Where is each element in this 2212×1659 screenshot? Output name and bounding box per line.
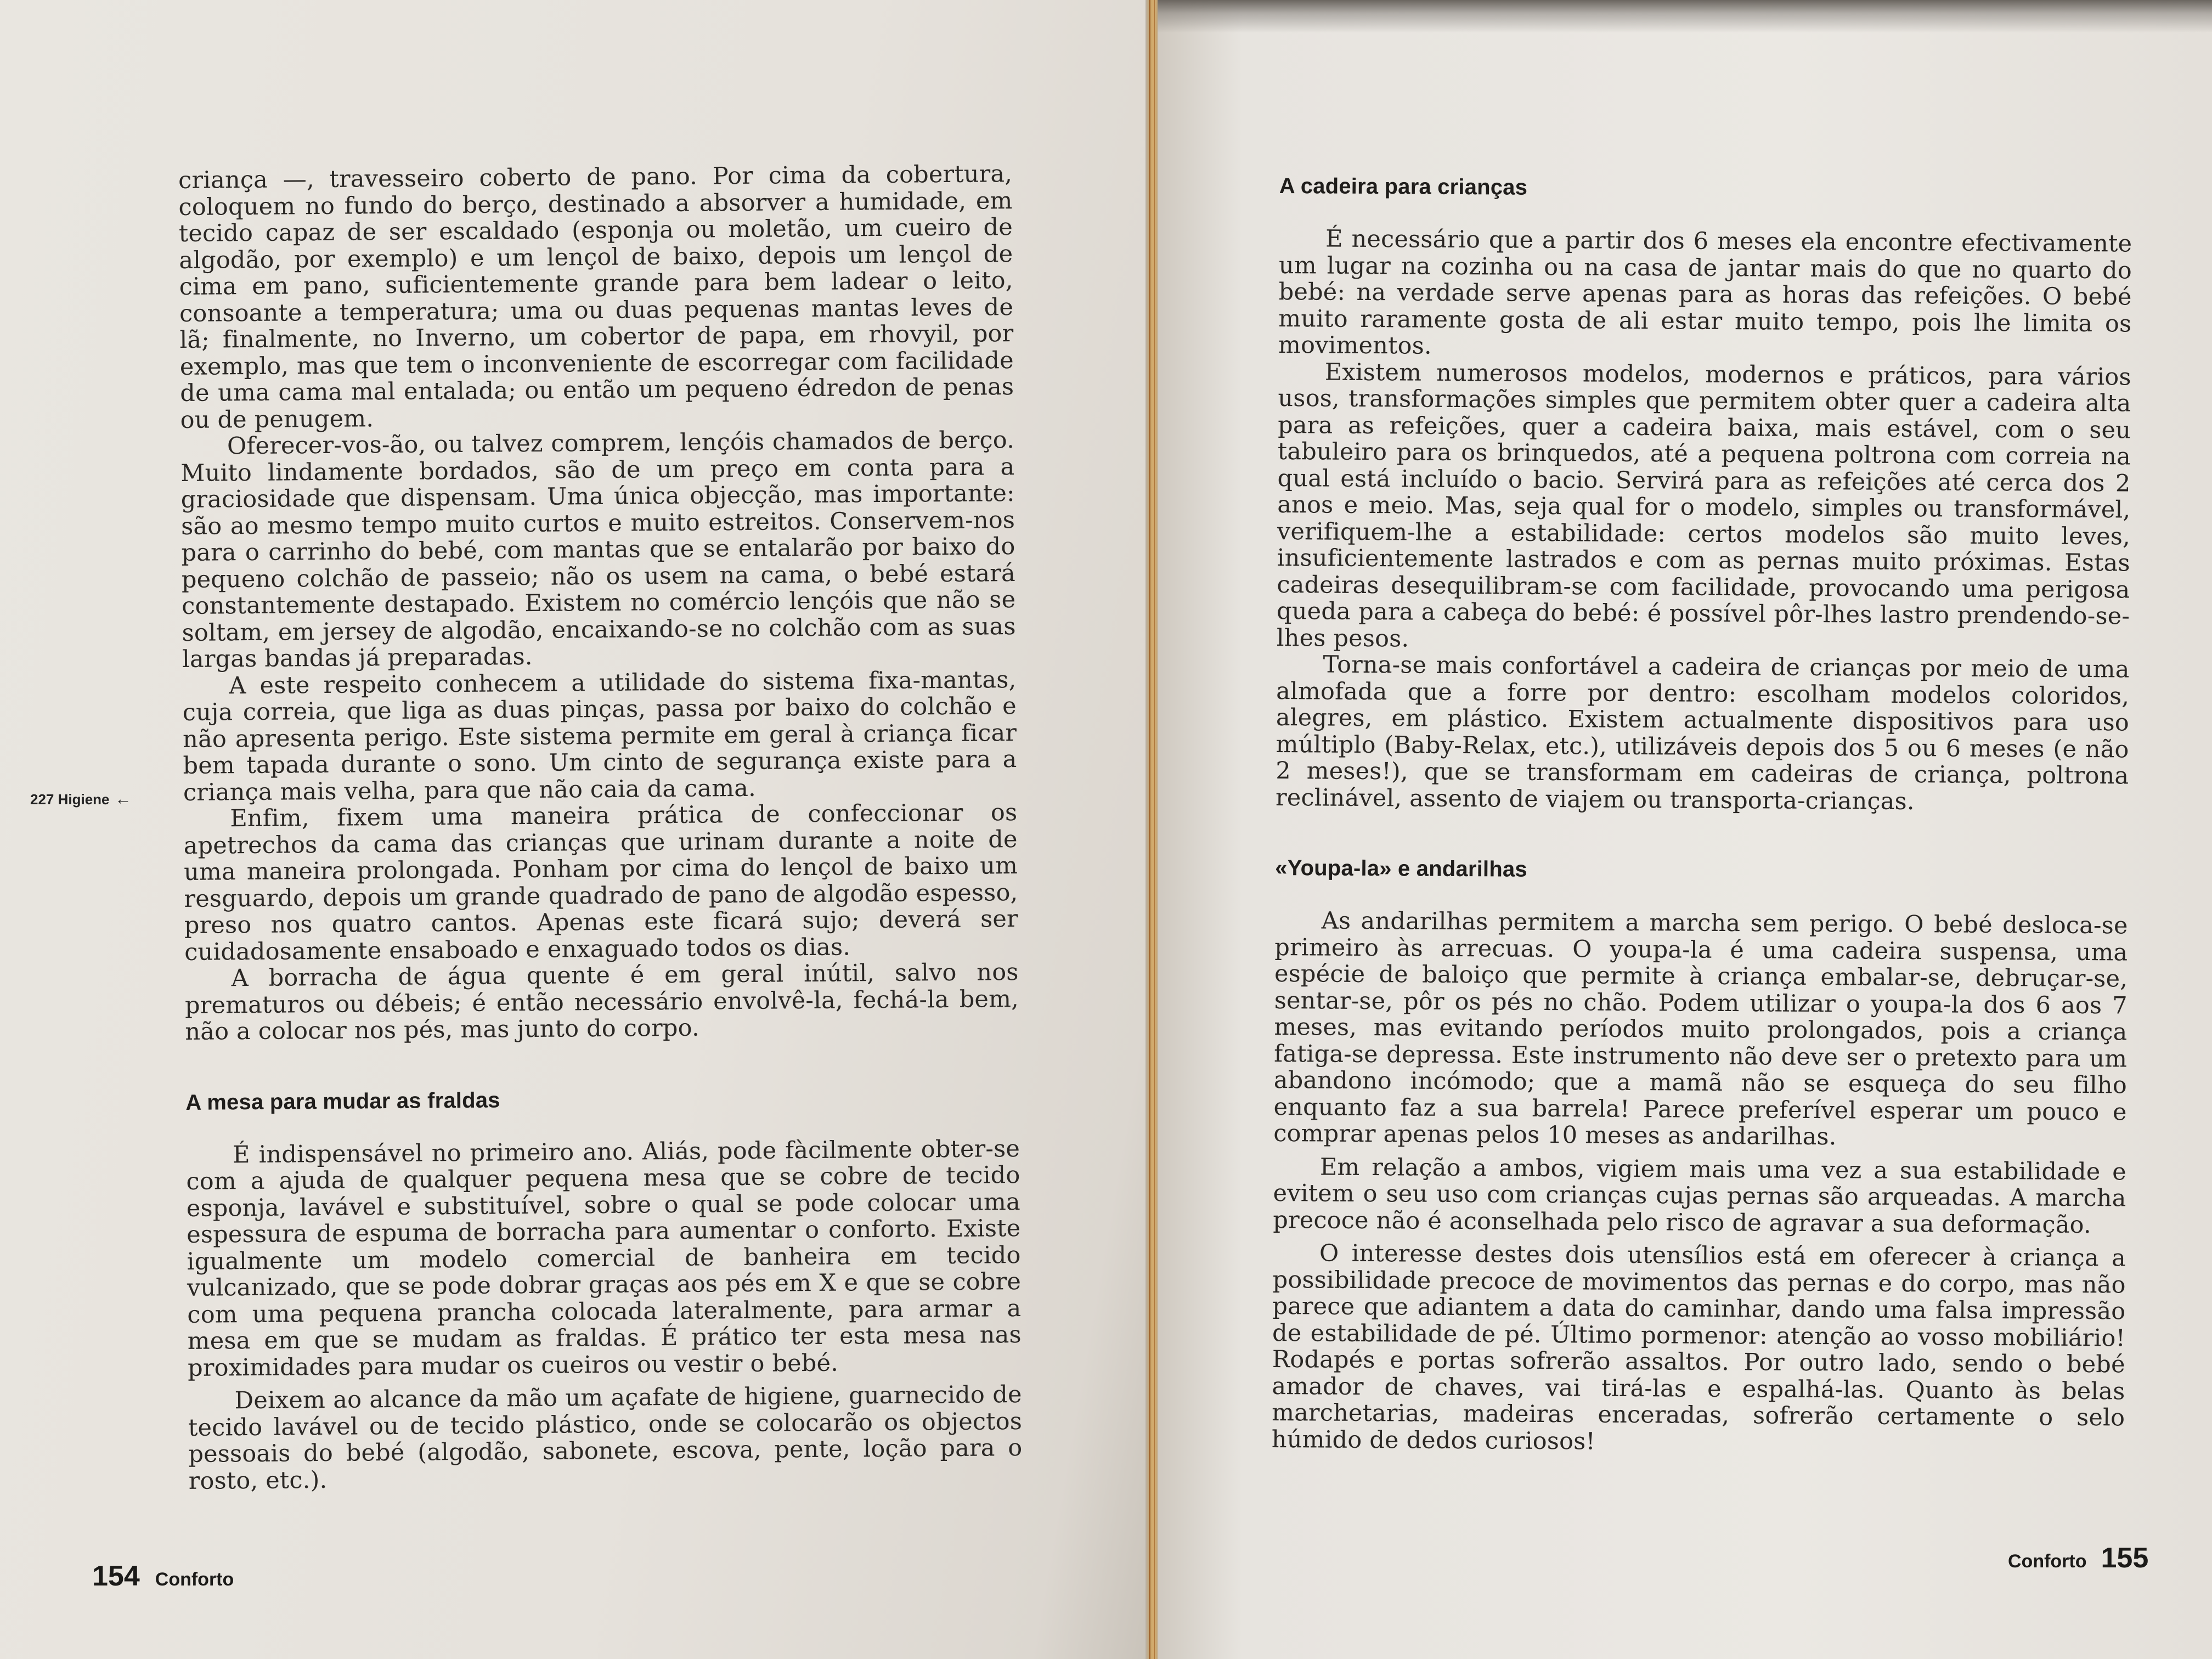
page-number-left: 154 — [92, 1560, 140, 1592]
margin-note — [30, 790, 132, 809]
left-paragraph-4: Enfim, fixem uma maneira prática de confeccionar os apetrechos da cama das crianças que urinam durante a noite de uma maneira prolongada. Ponham por cima do lençol de baixo um resguardo, depois um grande quadrado de pano de algodão espesso, preso nos quatro cantos. Apenas este ficará sujo; deverá ser cuidadosamente ensaboado e enxaguado todos os dias. — [183, 799, 1019, 966]
right-paragraph-5: Em relação a ambos, vigiem mais uma vez a sua estabilidade e evitem o seu uso com crianças cujas pernas são arqueadas. A marcha precoce não é aconselhada pelo risco de agravar a sua deformação. — [1273, 1153, 2127, 1239]
gutter-thread-2 — [1154, 0, 1155, 1659]
left-paragraph-3: A este respeito conhecem a utilidade do sistema fixa-mantas, cuja correia, que liga as duas pinças, passa por baixo do colchão e não apresenta perigo. Este sistema permite em geral à criança ficar bem tapada durante o sono. Um cinto de segurança existe para a criança mais velha, para que não caia da cama. — [182, 665, 1017, 806]
right-paragraph-6: O interesse destes dois utensílios está em oferecer à criança a possibilidade precoce de movimentos das pernas e do corpo, mas não parece que adiantem a data do caminhar, dando uma falsa impressão de estabilidade de pé. Último pormenor: atenção ao vosso mobiliário! Rodapés e portas sofrerão assaltos. Por outro lado, sendo o bebé amador de chaves, vai tirá-las e espalhá-las. Quanto às belas marchetarias, madeiras enceradas, sofrerão certamente o selo húmido de dedos curiosos! — [1271, 1239, 2126, 1455]
left-text-column — [178, 161, 1023, 1494]
section-heading-changing-table: A mesa para mudar as fraldas — [185, 1087, 500, 1115]
page-number-right: 155 — [2101, 1542, 2149, 1574]
running-footer-right: Conforto — [2008, 1551, 2087, 1572]
left-section-paragraph-2: Deixem ao alcance da mão um açafate de higiene, guarnecido de tecido lavável ou de tecido plástico, onde se colocarão os objectos pessoais do bebé (algodão, sabonete, escova, pente, loção para o rosto, etc.). — [188, 1380, 1023, 1495]
left-page-footer — [92, 1560, 234, 1593]
top-edge-shadow — [1158, 0, 2212, 33]
gutter-thread — [1149, 0, 1150, 1659]
left-paragraph-1: criança —, travesseiro coberto de pano. Por cima da cobertura, coloquem no fundo do berço, destinado a absorver a humidade, em tecido capaz de ser escaldado (esponja ou moletão, um cueiro de algodão, por exemplo) e um lençol de baixo, depois um lençol de cima em pano, suficientemente grande para bem ladear o leito, consoante a temperatura; uma ou duas pequenas mantas leves de lã; finalmente, no Inverno, um cobertor de papa, em rhovyil, por exemplo, mas que tem o inconveniente de escorregar com facilidade de uma cama mal entalada; ou então um pequeno édredon de penas ou de penugem. — [178, 160, 1014, 434]
left-arrow-icon: ← — [115, 790, 132, 808]
margin-note-text: 227 Higiene — [30, 791, 110, 808]
right-paragraph-3: Torna-se mais confortável a cadeira de crianças por meio de uma almofada que a forre por dentro: escolham modelos coloridos, alegres, em plástico. Existem actualmente dispositivos para uso múltiplo (Baby-Relax, etc.), utilizáveis depois dos 5 ou 6 meses (e não 2 meses!), que se transformam em cadeiras de criança, poltrona reclinável, assento de viajem ou transporta-crianças. — [1275, 651, 2130, 815]
left-paragraph-2: Oferecer-vos-ão, ou talvez comprem, lençóis chamados de berço. Muito lindamente bordados, são de um preço em conta para a graciosidade que dispensam. Uma única objecção, mas importante: são ao mesmo tempo muito curtos e muito estreitos. Conservem-nos para o carrinho do bebé, com mantas que se entalarão por baixo do pequeno colchão de passeio; não os usem na cama, o bebé estará constantemente destapado. Existem no comércio lençóis que não se soltam, em jersey de algodão, encaixando-se no colchão com as suas largas bandas já preparadas. — [180, 426, 1016, 673]
section-heading-youpa-la: «Youpa-la» e andarilhas — [1275, 855, 1527, 882]
right-page-footer — [2008, 1542, 2148, 1575]
right-paragraph-1: É necessário que a partir dos 6 meses ela encontre efectivamente um lugar na cozinha ou na casa de jantar mais do que no quarto do bebé: na verdade serve apenas para as horas das refeições. O bebé muito raramente gosta de ali estar muito tempo, pois lhe limita os movimentos. — [1278, 225, 2132, 360]
right-text-column — [1272, 173, 2132, 1458]
right-paragraph-2: Existem numerosos modelos, modernos e práticos, para vários usos, transformações simples que permitem obter quer a cadeira alta para as refeições, quer a cadeira baixa, mais estável, com o seu tabuleiro para os brinquedos, até a pequena poltrona com correia na qual está incluído o bacio. Servirá para as refeições até cerca dos 2 anos e meio. Mas, seja qual for o modelo, simples ou transformável, verifiquem-lhe a estabilidade: certos modelos são muito leves, insuficientemente lastrados e com as pernas muito próximas. Estas cadeiras desequilibram-se com facilidade, provocando uma perigosa queda para a cabeça do bebé: é possível pôr-lhes lastro prendendo-se-lhes pesos. — [1276, 358, 2131, 652]
section-heading-child-chair: A cadeira para crianças — [1279, 173, 1528, 200]
right-paragraph-4: As andarilhas permitem a marcha sem perigo. O bebé desloca-se primeiro às arrecuas. O youpa-la é uma cadeira suspensa, uma espécie de baloiço que permite à criança embalar-se, debruçar-se, sentar-se, pôr os pés no chão. Podem utilizar o youpa-la dos 6 aos 7 meses, mas evitando períodos muito prolongados, pois a criança fatiga-se depressa. Este instrumento não deve ser o pretexto para um abandono incómodo; que a mamã não se esqueça do seu filho enquanto faz a sua barrela! Parece preferível esperar um pouco e comprar apenas pelos 10 meses as andarilhas. — [1273, 907, 2128, 1151]
running-footer-left: Conforto — [155, 1569, 234, 1590]
left-paragraph-5: A borracha de água quente é em geral inútil, salvo nos prematuros ou débeis; é então necessário envolvê-la, fechá-la bem, não a colocar nos pés, mas junto do corpo. — [184, 958, 1019, 1046]
left-section-paragraph-1: É indispensável no primeiro ano. Aliás, pode fàcilmente obter-se com a ajuda de qualquer pequena mesa que se cobre de tecido esponja, lavável e substituível, sobre o qual se pode colocar uma espessura de espuma de borracha para aumentar o conforto. Existe igualmente um modelo comercial de banheira em tecido vulcanizado, que se pode dobrar graças aos pés em X e que se cobre com uma pequena prancha colocada lateralmente, para armar a mesa em que se mudam as fraldas. É prático ter esta mesa nas proximidades para mudar os cueiros ou vestir o bebé. — [186, 1135, 1022, 1382]
right-page — [1158, 0, 2212, 1659]
